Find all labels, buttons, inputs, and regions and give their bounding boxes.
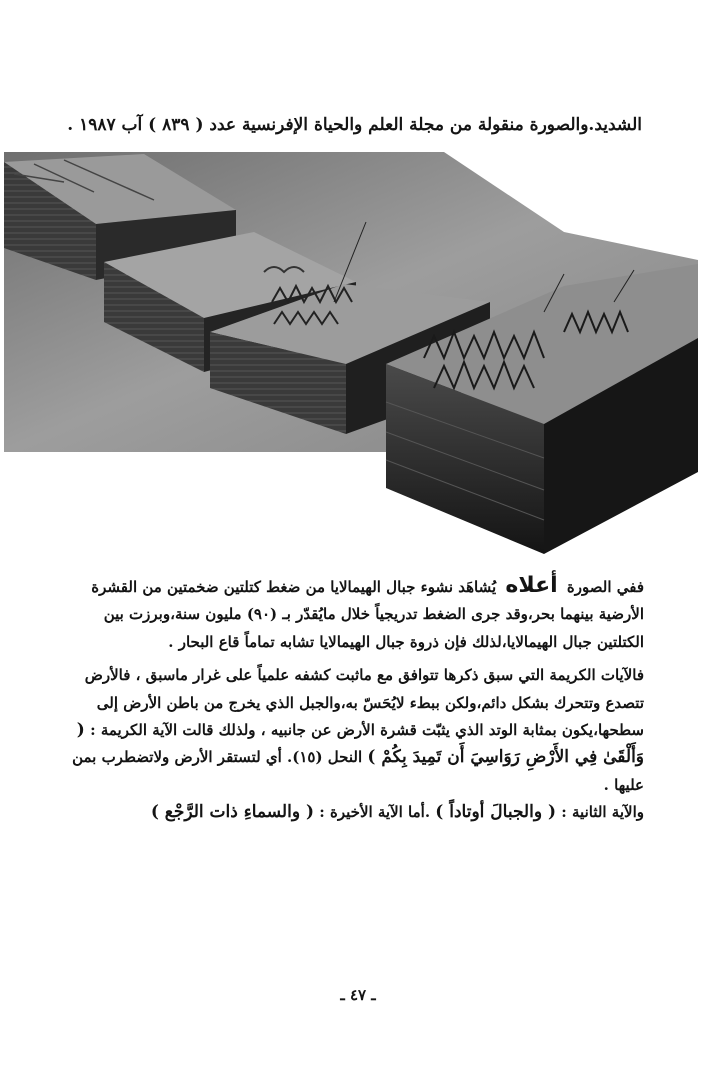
p2-text: فالآيات الكريمة التي سبق ذكرها تتوافق مع ماثبت كشفه علمياً على غرار ماسبق ، فالأرض تتصدع وتتحرك بشكل دائم،ولكن ببطء لايُحَسّ به،والجبل الذي يخرج من باطن الأرض إلى سطحها،يكون بمثابة الوتد الذي يثبّت قشرة الأرض عن جانبيه ، ولذلك قالت الآية الكريمة :: [84, 666, 644, 740]
p1-keyword: أعلاه: [505, 573, 558, 598]
p3-quote-2: ( والسماءِ ذات الرَّجْع ): [150, 802, 315, 823]
article-body: [60, 572, 644, 827]
p2-after: أي لتستقر الأرض ولاتضطرب بمن عليها .: [72, 748, 644, 794]
himalaya-formation-figure: [4, 152, 700, 566]
p3-mid: .أما الآية الأخيرة :: [319, 803, 431, 822]
paragraph-3: [60, 799, 644, 826]
p3-intro: والآية الثانية :: [561, 803, 644, 822]
p2-quote: ( وَأَلْقَىٰ فِي الأَرْضِ رَوَاسِيَ أَن تَمِيدَ بِكُمْ ): [76, 720, 644, 768]
p1-text: يُشاهَد نشوء جبال الهيمالايا من ضغط كتلتين ضخمتين من القشرة الأرضية بينهما بحر،وقد جرى الضغط تدريجياً خلال مايُقدّر بـ (٩٠) مليون سنة،وبرزت بين الكتلتين جبال الهيمالايا،لذلك فإن ذروة جبال الهيمالايا تشابه تماماً قاع البحار .: [91, 578, 644, 651]
p2-reference: النحل (١٥).: [287, 748, 363, 767]
page-number: ـ ٤٧ ـ: [340, 986, 376, 1004]
paragraph-1: [60, 572, 644, 656]
paragraph-2: [60, 662, 644, 799]
p3-quote-1: ( والجبالَ أوتاداً ): [435, 802, 557, 823]
p1-intro: ففي الصورة: [566, 578, 644, 596]
figure-caption: الشديد.والصورة منقولة من مجلة العلم والحياة الإفرنسية عدد ( ٨٣٩ ) آب ١٩٨٧ .: [67, 115, 642, 135]
mountain-formation-diagram-icon: [4, 152, 700, 566]
